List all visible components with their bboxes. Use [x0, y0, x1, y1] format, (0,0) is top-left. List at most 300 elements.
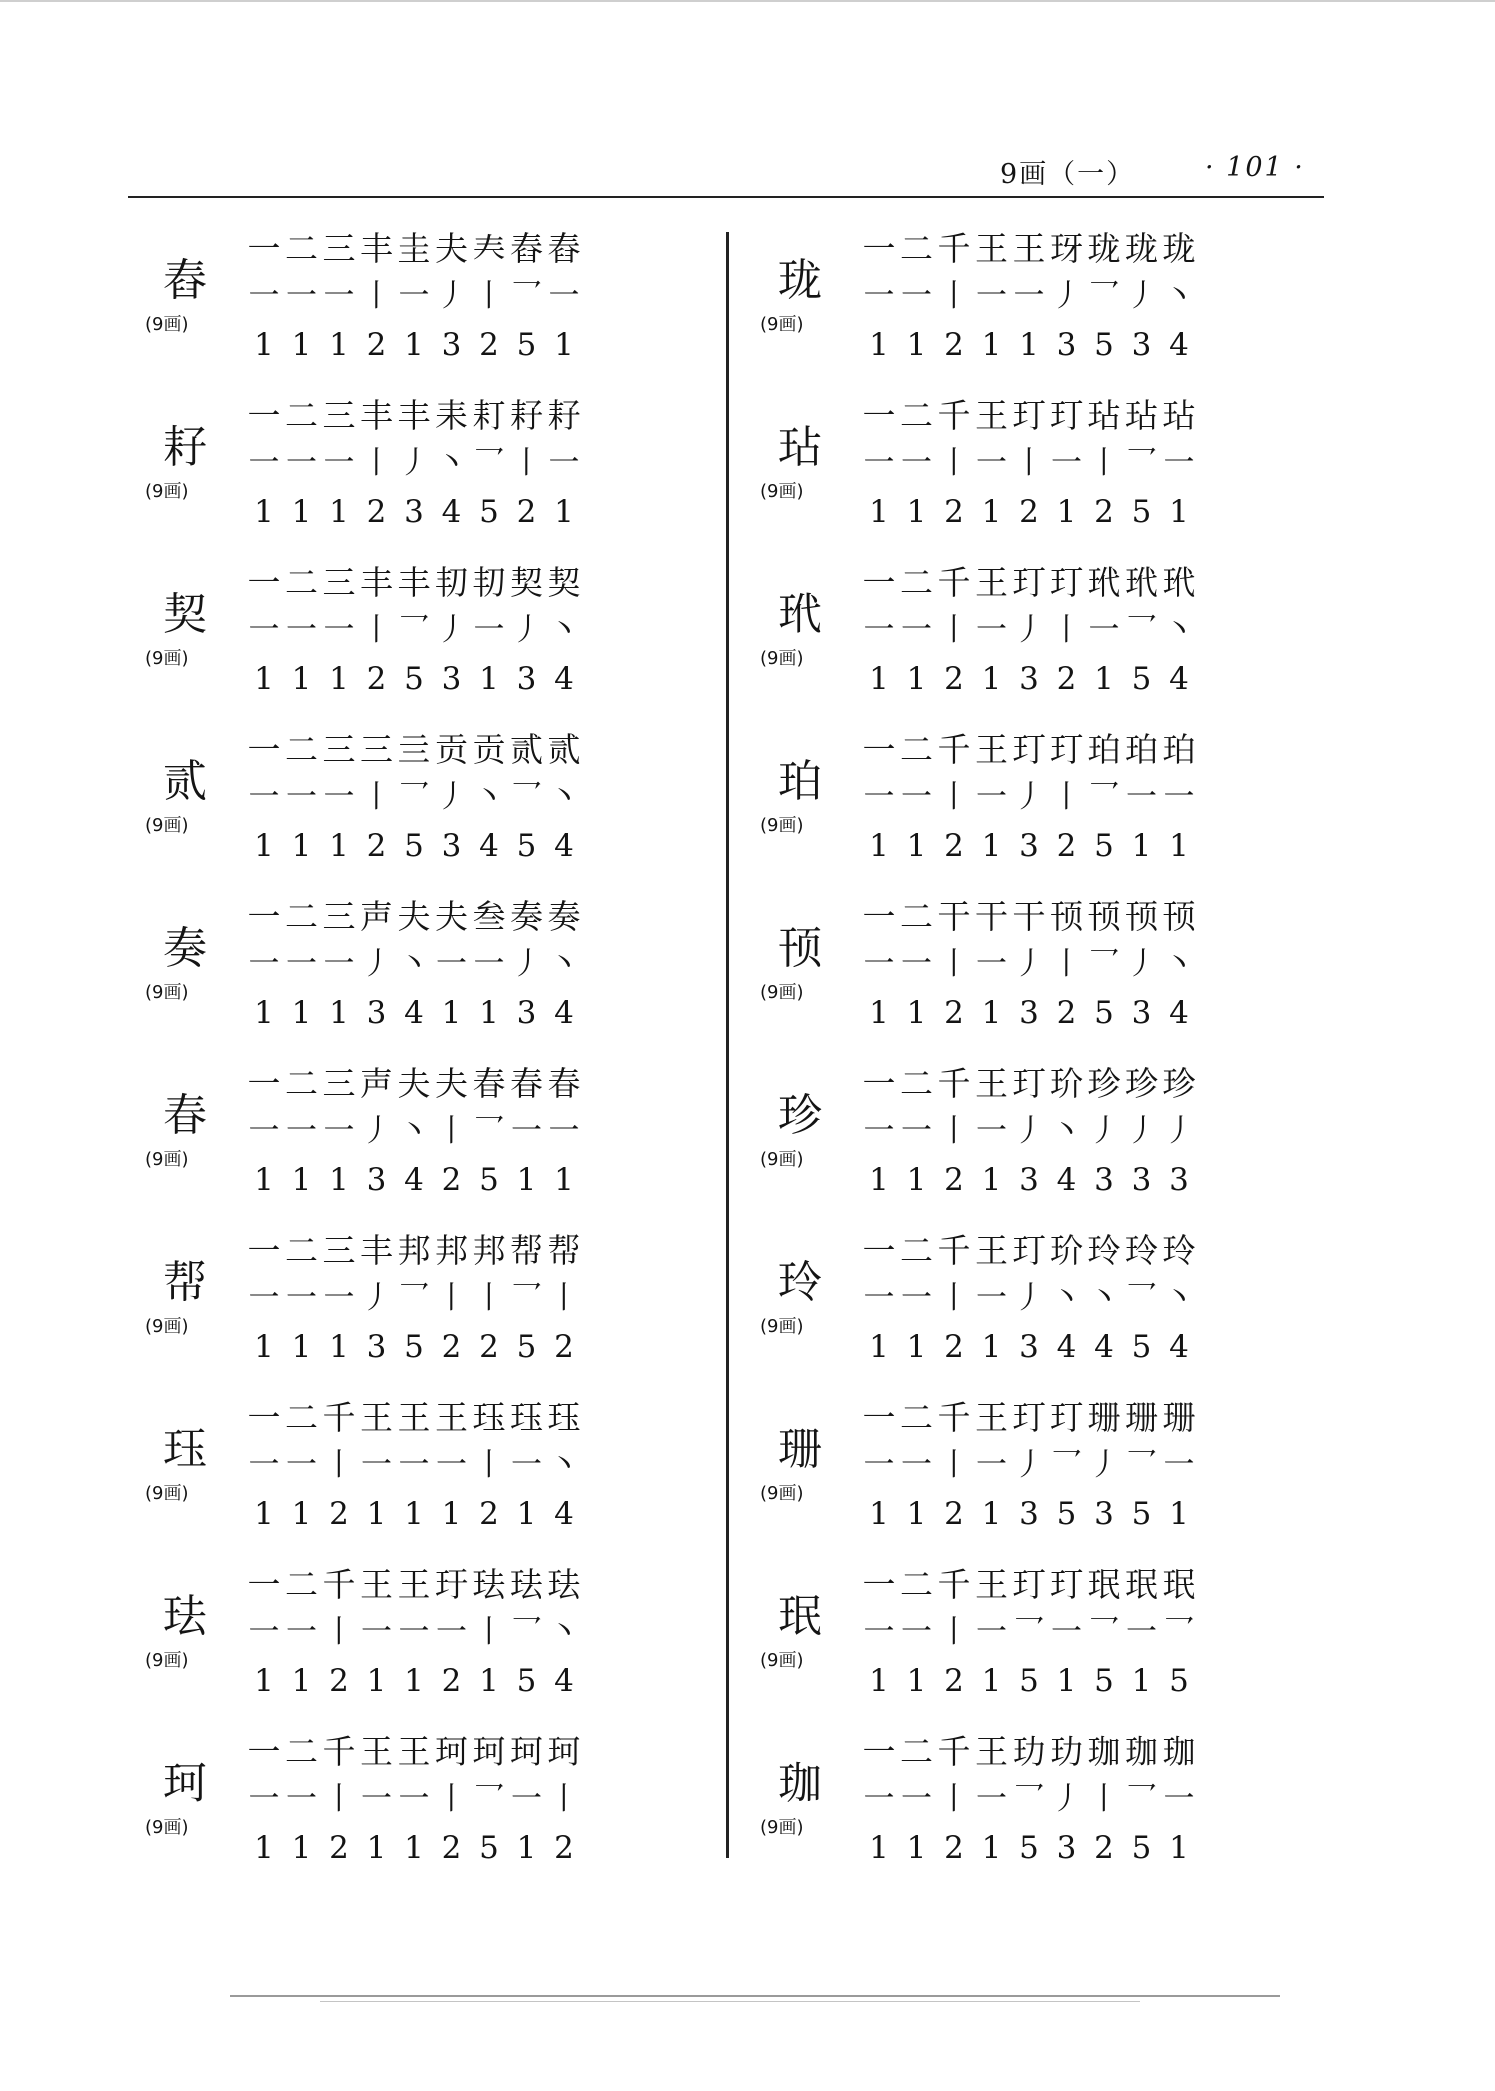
stroke-number: 1: [329, 494, 349, 530]
stroke-shape: 丿: [361, 1113, 392, 1149]
stroke-step: 一: [247, 1064, 281, 1103]
stroke-step: 珐: [510, 1565, 543, 1604]
stroke-shape: 一: [248, 278, 280, 314]
stroke-shape: 一: [286, 612, 317, 648]
stroke-number: 2: [441, 1162, 462, 1198]
stroke-step: 奏: [547, 897, 581, 936]
stroke-shape: 丿: [1126, 1113, 1157, 1149]
stroke-step: 王: [397, 1565, 431, 1604]
stroke-number: 1: [1094, 661, 1114, 697]
stroke-shape: 乛: [398, 1280, 430, 1316]
stroke-shape: 丨: [473, 1614, 505, 1650]
stroke-number: 4: [1169, 1329, 1189, 1365]
stroke-shape: 一: [901, 278, 932, 314]
stroke-shape: 一: [248, 946, 280, 982]
stroke-step-row: [245, 895, 605, 939]
left-column: [145, 225, 745, 1895]
stroke-number: 5: [1131, 661, 1152, 697]
stroke-step: 千: [937, 1565, 971, 1604]
stroke-step: 珐: [547, 1565, 581, 1604]
headword-character: 贰: [163, 756, 207, 807]
stroke-number: 4: [1056, 1329, 1077, 1365]
stroke-shape: 一: [863, 1280, 895, 1316]
stroke-step: 耓: [472, 396, 506, 435]
stroke-number: 1: [291, 1830, 312, 1866]
stroke-step: 王: [975, 229, 1008, 268]
headword-character: 玳: [778, 589, 822, 640]
stroke-count-note: (9画): [145, 1650, 189, 1671]
stroke-number-row: [245, 1661, 605, 1701]
stroke-number-row: [860, 1160, 1220, 1200]
stroke-shape: 乛: [1051, 1447, 1082, 1483]
stroke-number: 2: [441, 1830, 462, 1866]
stroke-shape: 乛: [1126, 1781, 1157, 1817]
stroke-shape: 一: [398, 1614, 430, 1650]
stroke-shape: 丨: [938, 1447, 970, 1483]
headword-character: 奏: [163, 923, 207, 974]
stroke-shape: 一: [1163, 1781, 1195, 1817]
stroke-step: 玷: [1125, 396, 1158, 435]
stroke-number: 1: [254, 1162, 274, 1198]
stroke-step-row: [860, 394, 1220, 438]
stroke-shape: 一: [863, 1447, 895, 1483]
character-entry: [760, 1394, 1360, 1561]
headword-character: 珂: [163, 1758, 207, 1809]
stroke-count-note: (9画): [145, 314, 189, 335]
stroke-shape: 丨: [1051, 779, 1082, 815]
stroke-step: 耔: [547, 396, 581, 435]
stroke-step: 贰: [547, 730, 581, 769]
stroke-number: 2: [944, 327, 964, 363]
stroke-number: 1: [981, 327, 1002, 363]
headword-character: 玷: [778, 422, 822, 473]
stroke-shape: 乛: [1088, 278, 1120, 314]
stroke-shape-row: [245, 943, 605, 985]
stroke-shape: 一: [1163, 1447, 1195, 1483]
stroke-number: 2: [479, 1496, 499, 1532]
stroke-step-row: [245, 1229, 605, 1273]
stroke-step: 夫: [435, 229, 468, 268]
stroke-number: 2: [944, 995, 964, 1031]
stroke-number: 1: [1131, 828, 1152, 864]
stroke-step: 二: [285, 229, 318, 268]
stroke-step: 二: [285, 1732, 318, 1771]
stroke-number: 5: [479, 494, 499, 530]
stroke-number: 3: [366, 995, 387, 1031]
stroke-shape: 一: [901, 1781, 932, 1817]
stroke-step: 一: [862, 396, 896, 435]
stroke-shape: 乛: [511, 278, 542, 314]
stroke-step-row: [860, 1563, 1220, 1607]
stroke-step: 珏: [510, 1398, 543, 1437]
stroke-shape: 丿: [511, 946, 542, 982]
stroke-step: 三: [322, 1064, 356, 1103]
stroke-number: 2: [366, 828, 387, 864]
stroke-shape: 丿: [436, 278, 467, 314]
stroke-step: 玎: [1050, 563, 1083, 602]
stroke-step: 一: [247, 1398, 281, 1437]
stroke-number: 1: [254, 828, 274, 864]
stroke-number: 1: [906, 1830, 927, 1866]
stroke-number: 5: [1169, 1663, 1189, 1699]
stroke-shape-row: [860, 776, 1220, 818]
stroke-shape: 一: [976, 946, 1007, 982]
character-entry: [145, 893, 745, 1060]
stroke-step: 二: [285, 396, 318, 435]
stroke-shape: 一: [1051, 1614, 1082, 1650]
stroke-step: 玏: [1012, 1732, 1046, 1771]
stroke-number: 1: [981, 995, 1002, 1031]
stroke-step: 一: [247, 730, 281, 769]
stroke-number: 2: [554, 1329, 574, 1365]
stroke-shape: 丶: [473, 779, 505, 815]
character-label: [760, 726, 850, 893]
stroke-number: 1: [291, 1162, 312, 1198]
stroke-step: 玎: [1012, 730, 1046, 769]
stroke-step: 春: [547, 1064, 581, 1103]
stroke-shape: 一: [248, 1614, 280, 1650]
stroke-number: 1: [869, 494, 889, 530]
stroke-shape: 丿: [1013, 1447, 1045, 1483]
stroke-step: 玎: [1050, 1565, 1083, 1604]
stroke-shape: 丶: [1163, 946, 1195, 982]
stroke-step: 一: [862, 1398, 896, 1437]
stroke-number-row: [245, 1160, 605, 1200]
stroke-step: 三: [360, 730, 393, 769]
stroke-count-note: (9画): [760, 982, 804, 1003]
stroke-step: 邦: [397, 1231, 431, 1270]
stroke-step: 亖: [397, 730, 431, 769]
stroke-number: 2: [944, 1329, 964, 1365]
stroke-shape: 一: [511, 1781, 542, 1817]
stroke-step: 一: [862, 229, 896, 268]
stroke-step: 王: [397, 1732, 431, 1771]
stroke-step: 二: [285, 1565, 318, 1604]
stroke-number: 2: [944, 828, 964, 864]
stroke-step: 千: [937, 1732, 971, 1771]
stroke-number: 1: [981, 1329, 1002, 1365]
stroke-number: 1: [869, 1329, 889, 1365]
stroke-number-row: [245, 1828, 605, 1868]
stroke-number-row: [860, 325, 1220, 365]
stroke-number-row: [860, 1327, 1220, 1367]
stroke-step: 一: [247, 563, 281, 602]
stroke-number: 4: [1056, 1162, 1077, 1198]
stroke-step: 契: [510, 563, 543, 602]
stroke-number-row: [245, 492, 605, 532]
stroke-shape: 一: [1013, 278, 1045, 314]
stroke-step: 贡: [472, 730, 506, 769]
character-label: [145, 1394, 235, 1561]
stroke-number: 2: [1056, 661, 1077, 697]
stroke-step: 舂: [510, 229, 543, 268]
stroke-number: 5: [404, 1329, 424, 1365]
stroke-step: 丰: [360, 1231, 393, 1270]
stroke-step: 一: [862, 1064, 896, 1103]
stroke-number-row: [860, 826, 1220, 866]
stroke-shape: 乛: [473, 1113, 505, 1149]
stroke-count-note: (9画): [145, 481, 189, 502]
stroke-number: 1: [869, 1663, 889, 1699]
stroke-count-note: (9画): [145, 648, 189, 669]
headword-character: 玲: [778, 1257, 822, 1308]
stroke-step: 邦: [472, 1231, 506, 1270]
stroke-number: 1: [479, 995, 499, 1031]
stroke-shape: 一: [436, 1614, 467, 1650]
stroke-step: 三: [322, 563, 356, 602]
stroke-shape: 丨: [548, 1280, 580, 1316]
stroke-shape-row: [860, 442, 1220, 484]
stroke-step: 珑: [1125, 229, 1158, 268]
stroke-step: 二: [900, 1732, 933, 1771]
stroke-number: 4: [554, 1496, 574, 1532]
character-label: [760, 1394, 850, 1561]
stroke-shape: 一: [248, 612, 280, 648]
page-header: [1000, 152, 1320, 192]
stroke-number: 5: [1131, 1329, 1152, 1365]
stroke-step: 𡗗: [472, 229, 506, 268]
stroke-step: 丰: [360, 229, 393, 268]
stroke-shape: 乛: [1126, 1280, 1157, 1316]
stroke-shape: 一: [286, 1113, 317, 1149]
stroke-shape: 一: [901, 445, 932, 481]
stroke-shape: 丶: [1163, 278, 1195, 314]
stroke-step: 三: [322, 730, 356, 769]
stroke-step: 玎: [1012, 1565, 1046, 1604]
stroke-step: 二: [900, 730, 933, 769]
stroke-shape: 一: [976, 779, 1007, 815]
stroke-shape: 丨: [938, 612, 970, 648]
stroke-number: 1: [329, 1162, 349, 1198]
stroke-shape: 丶: [1163, 612, 1195, 648]
stroke-shape: 一: [248, 779, 280, 815]
character-label: [145, 225, 235, 392]
stroke-number: 4: [404, 995, 424, 1031]
stroke-count-note: (9画): [760, 1483, 804, 1504]
stroke-number: 1: [291, 828, 312, 864]
stroke-number: 1: [869, 1162, 889, 1198]
stroke-shape-row: [245, 1444, 605, 1486]
right-column: [760, 225, 1360, 1895]
stroke-number: 1: [981, 1830, 1002, 1866]
stroke-number: 3: [441, 828, 462, 864]
stroke-number: 4: [1169, 995, 1189, 1031]
stroke-step: 二: [285, 1231, 318, 1270]
stroke-shape: 一: [398, 278, 430, 314]
stroke-number: 5: [479, 1830, 499, 1866]
character-label: [760, 392, 850, 559]
stroke-step: 二: [900, 1565, 933, 1604]
stroke-shape: 一: [398, 1781, 430, 1817]
stroke-step: 一: [247, 229, 281, 268]
stroke-shape: 乛: [511, 1280, 542, 1316]
stroke-step: 珍: [1087, 1064, 1121, 1103]
character-entry: [145, 559, 745, 726]
stroke-number: 5: [1131, 1496, 1152, 1532]
stroke-step: 贰: [510, 730, 543, 769]
stroke-step: 一: [862, 897, 896, 936]
stroke-number: 1: [404, 327, 424, 363]
stroke-shape: 一: [473, 946, 505, 982]
stroke-step: 一: [247, 1231, 281, 1270]
headword-character: 舂: [163, 255, 207, 306]
stroke-shape: 丿: [1051, 1781, 1082, 1817]
stroke-shape: 一: [286, 278, 317, 314]
stroke-number: 1: [981, 1663, 1002, 1699]
stroke-number: 1: [906, 494, 927, 530]
column-divider: [726, 232, 729, 1858]
stroke-step: 二: [900, 396, 933, 435]
stroke-number: 1: [1019, 327, 1039, 363]
stroke-number: 5: [1094, 995, 1114, 1031]
stroke-number: 2: [366, 494, 387, 530]
stroke-step: 玎: [1012, 1064, 1046, 1103]
stroke-number: 3: [1019, 995, 1039, 1031]
stroke-number: 3: [441, 661, 462, 697]
stroke-number: 1: [906, 1162, 927, 1198]
stroke-shape: 丨: [473, 278, 505, 314]
stroke-number: 5: [1019, 1830, 1039, 1866]
stroke-shape: 一: [863, 278, 895, 314]
stroke-shape: 一: [976, 278, 1007, 314]
stroke-step-row: [245, 1563, 605, 1607]
stroke-shape: 一: [976, 1113, 1007, 1149]
stroke-step: 珂: [510, 1732, 543, 1771]
stroke-number-row: [245, 826, 605, 866]
stroke-number: 2: [1056, 828, 1077, 864]
character-label: [145, 1227, 235, 1394]
character-entry: [145, 726, 745, 893]
stroke-shape: 一: [511, 1447, 542, 1483]
stroke-number: 1: [254, 327, 274, 363]
stroke-shape: 一: [248, 1280, 280, 1316]
stroke-number: 3: [1131, 327, 1152, 363]
character-label: [760, 893, 850, 1060]
stroke-shape: 丿: [361, 946, 392, 982]
stroke-step: 玏: [1050, 1732, 1083, 1771]
stroke-shape: 一: [863, 946, 895, 982]
stroke-count-note: (9画): [145, 1483, 189, 1504]
stroke-number: 1: [1169, 1830, 1189, 1866]
stroke-count-note: (9画): [760, 1817, 804, 1838]
stroke-step: 玷: [1087, 396, 1121, 435]
stroke-number: 1: [441, 1496, 462, 1532]
stroke-step: 玲: [1125, 1231, 1158, 1270]
stroke-number: 1: [254, 1830, 274, 1866]
stroke-shape: 一: [323, 779, 355, 815]
stroke-shape: 一: [548, 1113, 580, 1149]
stroke-number: 1: [291, 661, 312, 697]
stroke-shape-row: [860, 1611, 1220, 1653]
stroke-step: 珍: [1162, 1064, 1196, 1103]
stroke-shape: 丶: [548, 779, 580, 815]
stroke-number: 1: [404, 1830, 424, 1866]
stroke-step: 二: [900, 229, 933, 268]
stroke-step: 珂: [547, 1732, 581, 1771]
stroke-number: 1: [479, 661, 499, 697]
stroke-number: 5: [1131, 1830, 1152, 1866]
stroke-number: 5: [1094, 327, 1114, 363]
stroke-step: 一: [862, 1565, 896, 1604]
stroke-number: 3: [1131, 995, 1152, 1031]
stroke-number: 1: [291, 327, 312, 363]
stroke-step: 王: [975, 396, 1008, 435]
character-entry: [760, 1561, 1360, 1728]
stroke-number-row: [860, 1494, 1220, 1534]
stroke-shape-row: [245, 1110, 605, 1152]
stroke-shape: 丨: [436, 1113, 467, 1149]
stroke-shape: 丨: [938, 1614, 970, 1650]
stroke-step: 珈: [1125, 1732, 1158, 1771]
stroke-number: 2: [944, 1663, 964, 1699]
stroke-step: 干: [975, 897, 1008, 936]
stroke-shape-row: [860, 1110, 1220, 1152]
stroke-step: 夫: [397, 1064, 431, 1103]
stroke-shape: 丶: [548, 946, 580, 982]
stroke-number: 2: [944, 1162, 964, 1198]
stroke-number-row: [245, 659, 605, 699]
stroke-shape: 一: [323, 1113, 355, 1149]
stroke-shape: 一: [901, 779, 932, 815]
headword-character: 帮: [163, 1257, 207, 1308]
stroke-step: 干: [937, 897, 971, 936]
stroke-shape: 一: [863, 612, 895, 648]
stroke-step: 王: [975, 730, 1008, 769]
headword-character: 顸: [778, 923, 822, 974]
character-entry: [145, 392, 745, 559]
stroke-step: 玠: [1050, 1064, 1083, 1103]
stroke-shape-row: [860, 1277, 1220, 1319]
stroke-number: 1: [869, 995, 889, 1031]
stroke-number: 1: [1131, 1663, 1152, 1699]
stroke-shape: 丶: [1163, 1280, 1195, 1316]
stroke-step: 一: [862, 563, 896, 602]
stroke-number: 1: [329, 828, 349, 864]
stroke-shape: 一: [286, 1781, 317, 1817]
stroke-shape: 一: [511, 1113, 542, 1149]
stroke-number: 5: [479, 1162, 499, 1198]
stroke-step: 玠: [1050, 1231, 1083, 1270]
stroke-step: 珍: [1125, 1064, 1158, 1103]
character-entry: [760, 726, 1360, 893]
stroke-shape-row: [245, 609, 605, 651]
character-label: [760, 1728, 850, 1895]
stroke-step: 珉: [1162, 1565, 1196, 1604]
stroke-step: 玲: [1087, 1231, 1121, 1270]
stroke-shape: 一: [1126, 779, 1157, 815]
stroke-number-row: [245, 1327, 605, 1367]
stroke-step: 丰: [360, 563, 393, 602]
stroke-number: 3: [1019, 1162, 1039, 1198]
stroke-number: 3: [1131, 1162, 1152, 1198]
character-label: [145, 893, 235, 1060]
stroke-step-row: [245, 728, 605, 772]
stroke-number: 2: [944, 661, 964, 697]
stroke-step-row: [860, 561, 1220, 605]
stroke-step: 珈: [1162, 1732, 1196, 1771]
stroke-step: 二: [285, 1398, 318, 1437]
stroke-step: 夫: [397, 897, 431, 936]
stroke-shape: 丨: [938, 445, 970, 481]
stroke-step: 玳: [1125, 563, 1158, 602]
stroke-step: 㓞: [472, 563, 506, 602]
stroke-number: 2: [329, 1496, 349, 1532]
stroke-step: 王: [397, 1398, 431, 1437]
stroke-step-row: [860, 1229, 1220, 1273]
character-label: [145, 726, 235, 893]
stroke-number: 1: [291, 1329, 312, 1365]
stroke-shape: 一: [436, 1447, 467, 1483]
